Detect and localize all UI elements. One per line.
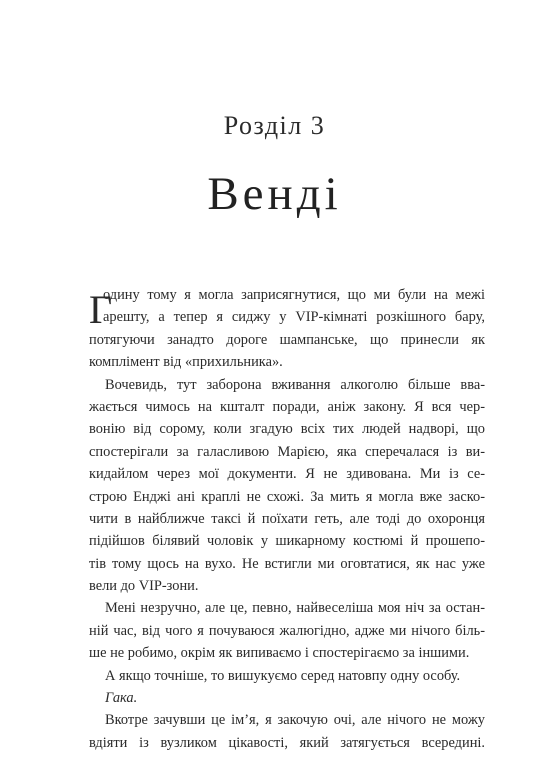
chapter-number: Розділ 3 [223, 111, 326, 140]
text-line: ній час, від чого я почуваюся жалюгідно, адже ми нічого біль- [89, 622, 485, 639]
text-line: строю Енджі ані краплі не схожі. За мить я могла вже заско- [89, 488, 485, 505]
text-line: тів тому щось на вухо. Не встигли ми оговтатися, як нас уже [89, 555, 485, 572]
text-line: спостерігали за галасливою Марією, яка сперечалася із ви- [89, 443, 485, 460]
text-line: Вочевидь, тут заборона вживання алкоголю більше вва- [105, 376, 485, 393]
text-line: Гака. [105, 690, 138, 707]
body-text [89, 284, 485, 754]
chapter-title: Венді [207, 168, 342, 220]
text-line: вдіяти із вузликом цікавості, який затягується всередині. [89, 734, 485, 751]
drop-cap: Г [89, 287, 113, 332]
text-line: вели до VIP-зони. [89, 578, 199, 595]
text-line: арешту, а тепер я сиджу у VIP-кімнаті розкішного бару, [103, 309, 485, 326]
text-line: кидайлом через мої документи. Я не здивована. Ми із се- [89, 466, 485, 483]
text-line: Вкотре зачувши це ім’я, я закочую очі, але нічого не можу [105, 712, 485, 729]
text-line: жається чимось на кшталт поради, аніж закону. Я вся чер- [89, 398, 485, 415]
text-line: комплімент від «прихильника». [89, 354, 283, 371]
text-line: підійшов білявий чоловік у шикарному костюмі й прошепо- [89, 533, 485, 550]
text-line: потягуючи занадто дороге шампанське, що принесли як [89, 331, 485, 348]
text-line-content: одину тому я могла заприсягнутися, що ми були на межі [103, 287, 485, 303]
text-line: ше не робимо, окрім як випиваємо і спостерігаємо за іншими. [89, 645, 470, 662]
text-line: чити в найближче таксі й поїхати геть, але тоді до охоронця [89, 510, 485, 527]
text-line: вонію від сорому, коли згадую всіх тих людей надворі, що [89, 421, 485, 438]
text-line: А якщо точніше, то вишукуємо серед натовпу одну особу. [105, 667, 461, 684]
text-line: Мені незручно, але це, певно, найвеселіша моя ніч за остан- [105, 600, 485, 617]
